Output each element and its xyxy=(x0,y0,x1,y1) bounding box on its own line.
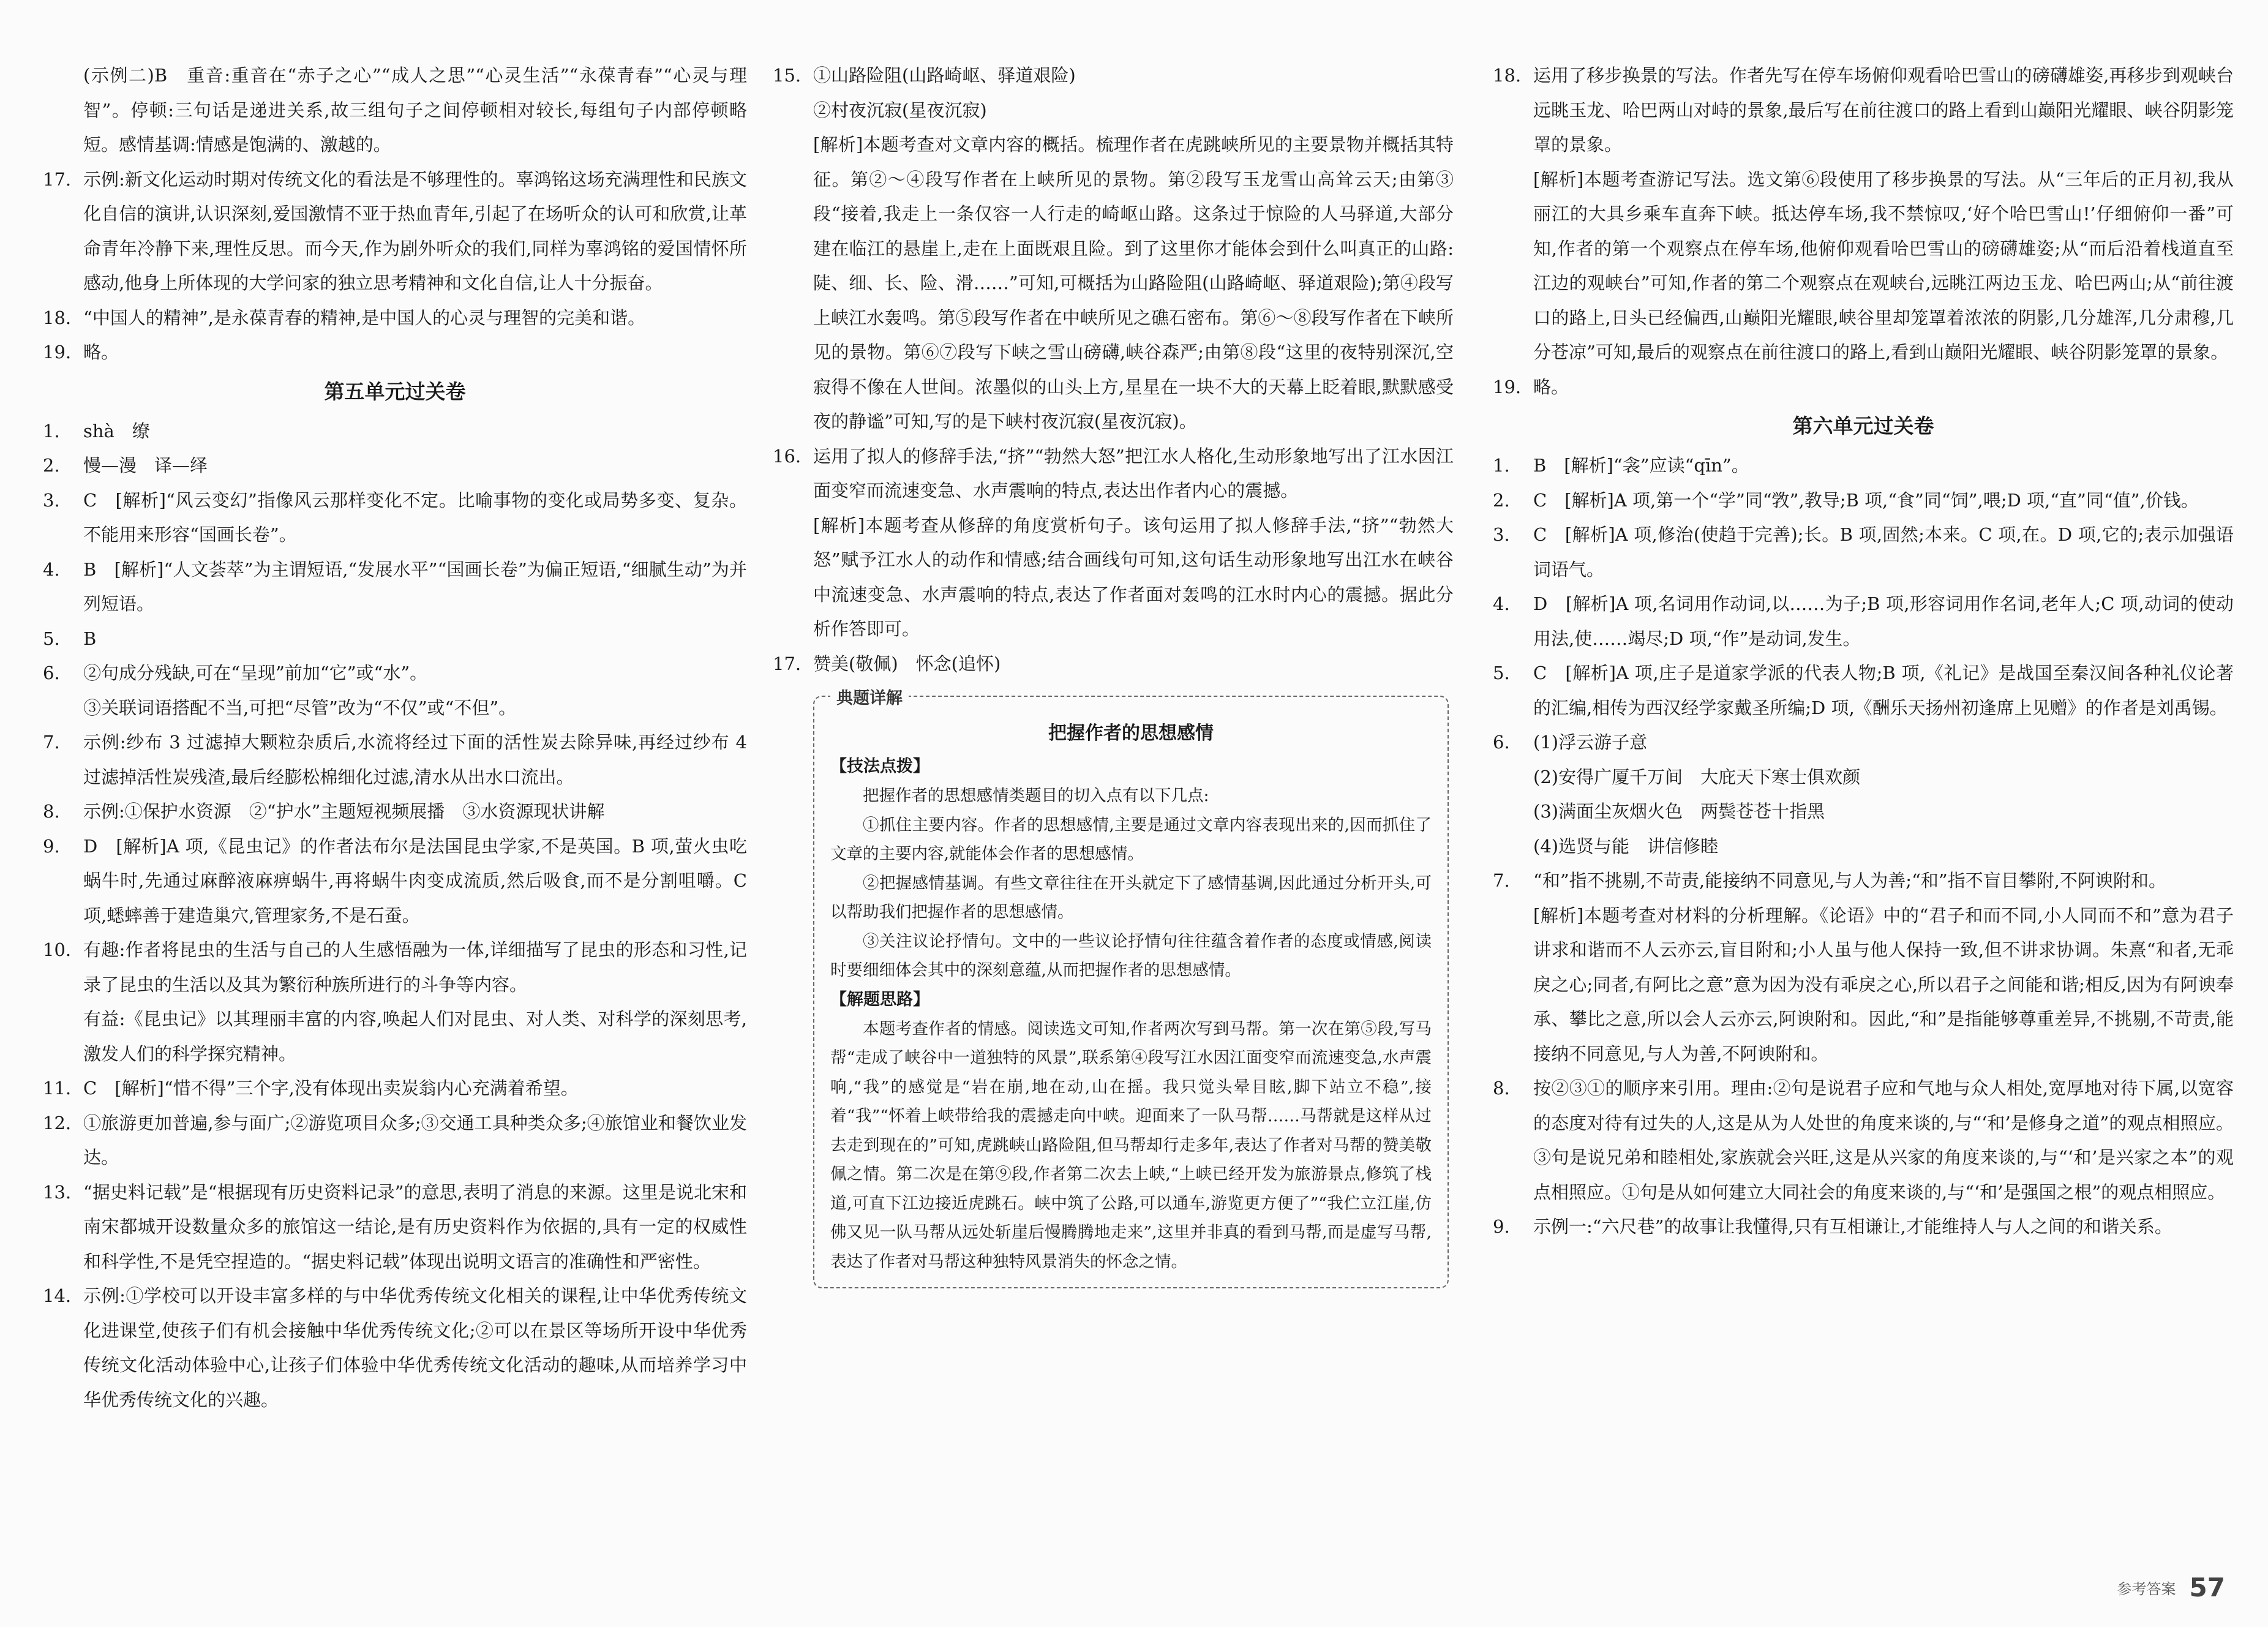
box-tag: 典题详解 xyxy=(830,685,909,708)
page-footer xyxy=(2117,1573,2225,1603)
unit5-answer-14: 14. 示例:①学校可以开设丰富多样的与中华优秀传统文化相关的课程,让中华优秀传统文化进课堂,使孩子们有机会接触中华优秀传统文化;②可以在景区等场所开设中华优秀传统文化活动体验中心,让孩子们体验中华优秀传统文化活动的趣味,从而培养学习中华优秀传统文化的兴趣。 xyxy=(43,1285,747,1410)
box-paragraph: 把握作者的思想感情类题目的切入点有以下几点: xyxy=(863,786,1209,805)
answer-17: 17. 示例:新文化运动时期对传统文化的看法是不够理性的。辜鸿铭这场充满理性和民族文化自信的演讲,认识深刻,爱国激情不亚于热血青年,引起了在场听众的认可和欣赏,让革命青年冷静下来,理性反思。而今天,作为剧外听众的我们,同样为辜鸿铭的爱国情怀所感动,他身上所体现的大学问家的独立思考精神和文化自信,让人十分振奋。 xyxy=(43,168,747,293)
box-paragraph: ②把握感情基调。有些文章往往在开头就定下了感情基调,因此通过分析开头,可以帮助我们把握作者的思想感情。 xyxy=(830,873,1432,922)
unit6-answer-9: 9. 示例一:“六尺巷”的故事让我懂得,只有互相谦让,才能维持人与人之间的和谐关系。 xyxy=(1493,1216,2172,1237)
unit6-answer-4: 4. D [解析]A 项,名词用作动词,以……为子;B 项,形容词用作名词,老年人;C 项,动词的使动用法,使……竭尽;D 项,“作”是动词,发生。 xyxy=(1493,593,2234,649)
unit6-answer-5: 5. C [解析]A 项,庄子是道家学派的代表人物;B 项,《礼记》是战国至秦汉间各种礼仪论著的汇编,相传为西汉经学家戴圣所编;D 项,《酬乐天扬州初逢席上见赠》的作者是刘禹锡。 xyxy=(1493,663,2234,718)
answer-18: 18. “中国人的精神”,是永葆青春的精神,是中国人的心灵与理智的完美和谐。 xyxy=(43,307,646,328)
column-left xyxy=(43,58,747,1417)
unit5-answer-17: 17. 赞美(敬佩) 怀念(追怀) xyxy=(773,653,1001,674)
unit5-answer-3: 3. C [解析]“风云变幻”指像风云那样变化不定。比喻事物的变化或局势多变、复杂。不能用来形容“国画长卷”。 xyxy=(43,489,747,545)
box-paragraph: ①抓住主要内容。作者的思想感情,主要是通过文章内容表现出来的,因而抓住了文章的主要内容,就能体会作者的思想感情。 xyxy=(830,815,1432,863)
unit5-answer-11: 11. C [解析]“惜不得”三个字,没有体现出卖炭翁内心充满着希望。 xyxy=(43,1078,579,1099)
unit6-answer-2: 2. C [解析]A 项,第一个“学”同“敩”,教导;B 项,“食”同“饲”,喂;D 项,“直”同“值”,价钱。 xyxy=(1493,489,2199,511)
box-title: 把握作者的思想感情 xyxy=(1048,723,1214,744)
unit5-answer-5: 5. B xyxy=(43,628,97,649)
explanation-box xyxy=(813,689,1449,1288)
unit5-answer-8: 8. 示例:①保护水资源 ②“护水”主题短视频展播 ③水资源现状讲解 xyxy=(43,801,605,822)
unit5-heading: 第五单元过关卷 xyxy=(324,379,466,404)
page-number: 57 xyxy=(2189,1573,2225,1603)
unit5-answer-12: 12. ①旅游更加普遍,参与面广;②游览项目众多;③交通工具种类众多;④旅馆业和餐饮业发达。 xyxy=(43,1112,747,1168)
box-paragraph: ③关注议论抒情句。文中的一些议论抒情句往往蕴含着作者的态度或情感,阅读时要细细体会其中的深刻意蕴,从而把握作者的思想感情。 xyxy=(830,931,1432,980)
footer-label: 参考答案 xyxy=(2117,1580,2176,1598)
box-section-technique: 【技法点拨】 xyxy=(830,757,929,776)
unit6-answer-3: 3. C [解析]A 项,修治(使趋于完善);长。B 项,固然;本来。C 项,在。D 项,它的;表示加强语词语气。 xyxy=(1493,524,2234,580)
unit5-answer-19: 19. 略。 xyxy=(1493,376,1569,397)
unit5-answer-15: 15. ①山路险阻(山路崎岖、驿道艰险) ②村夜沉寂(星夜沉寂) [解析]本题考查对文章内容的概括。梳理作者在虎跳峡所见的主要景物并概括其特征。第②～④段写作者在上峡所见的景物。第②段写玉龙雪山高耸云天;由第③段“接着,我走上一条仅容一人行走的崎岖山路。这条过于惊险的人马驿道,大部分建在临江的悬崖上,走在上面既艰且险。到了这里你才能体会到什么叫真正的山路:陡、细、长、险、滑……”可知,可概括为山路险阻(山路崎岖、驿道艰险);第④段写上峡江水轰鸣。第⑤段写作者在中峡所见之礁石密布。第⑥～⑧段写作者在下峡所见的景物。第⑥⑦段写下峡之雪山磅礴,峡谷森严;由第⑧段“这里的夜特别深沉,空寂得不像在人世间。浓墨似的山头上方,星星在一块不大的天幕上眨着眼,默默感受夜的静谧”可知,写的是下峡村夜沉寂(星夜沉寂)。 xyxy=(773,65,1454,432)
unit5-answer-18: 18. 运用了移步换景的写法。作者先写在停车场俯仰观看哈巴雪山的磅礴雄姿,再移步到观峡台远眺玉龙、哈巴两山对峙的景象,最后写在前往渡口的路上看到山巅阳光耀眼、峡谷阴影笼罩的景象。 [解析]本题考查游记写法。选文第⑥段使用了移步换景的写法。从“三年后的正月初,我从丽江的大具乡乘车直奔下峡。抵达停车场,我不禁惊叹,‘好个哈巴雪山!’仔细俯仰一番”可知,作者的第一个观察点在停车场,他俯仰观看哈巴雪山的磅礴雄姿;从“而后沿着栈道直至江边的观峡台”可知,作者的第二个观察点在观峡台,远眺江两边玉龙、哈巴两山;从“前往渡口的路上,日头已经偏西,山巅阳光耀眼,峡谷里却笼罩着浓浓的阴影,几分雄浑,几分肃穆,几分苍凉”可知,最后的观察点在前往渡口的路上,看到山巅阳光耀眼、峡谷阴影笼罩的景象。 xyxy=(1493,65,2234,363)
answer-19: 19. 略。 xyxy=(43,342,119,363)
column-right xyxy=(1493,58,2234,1244)
column-middle xyxy=(773,58,1454,1288)
box-section-approach: 【解题思路】 xyxy=(830,990,929,1009)
unit5-answer-2: 2. 慢—漫 译—绎 xyxy=(43,455,208,476)
unit5-answer-10: 10. 有趣:作者将昆虫的生活与自己的人生感悟融为一体,详细描写了昆虫的形态和习性,记录了昆虫的生活以及其为繁衍种族所进行的斗争等内容。 有益:《昆虫记》以其理丽丰富的内容,唤起人们对昆虫、对人类、对科学的深刻思考,激发人们的科学探究精神。 xyxy=(43,939,747,1064)
unit5-answer-4: 4. B [解析]“人文荟萃”为主谓短语,“发展水平”“国画长卷”为偏正短语,“细腻生动”为并列短语。 xyxy=(43,558,747,614)
unit6-answer-1: 1. B [解析]“衾”应读“qīn”。 xyxy=(1493,455,1749,476)
answer-16-continued: (示例二)B 重音:重音在“赤子之心”“成人之思”“心灵生活”“永葆青春”“心灵与理智”。停顿:三句话是递进关系,故三组句子之间停顿相对较长,每组句子内部停顿略短。感情基调:情感是饱满的、激越的。 xyxy=(83,65,747,155)
unit6-answer-7: 7. “和”指不挑剔,不苛责,能接纳不同意见,与人为善;“和”指不盲目攀附,不阿谀附和。 [解析]本题考查对材料的分析理解。《论语》中的“君子和而不同,小人同而不和”意为君子讲求和谐而不人云亦云,盲目附和;小人虽与他人保持一致,但不讲求协调。朱熹“和者,无乖戾之心;同者,有阿比之意”意为因为没有乖戾之心,所以君子之间能和谐;相反,因为有阿谀奉承、攀比之意,所以会人云亦云,阿谀附和。因此,“和”是指能够尊重差异,不挑剔,不苛责,能接纳不同意见,与人为善,不阿谀附和。 xyxy=(1493,870,2234,1064)
unit5-answer-1: 1. shà 缭 xyxy=(43,420,150,442)
unit6-answer-8: 8. 按②③①的顺序来引用。理由:②句是说君子应和气地与众人相处,宽厚地对待下属,以宽容的态度对待有过失的人,这是从为人处世的角度来谈的,与“‘和’是修身之道”的观点相照应。③句是说兄弟和睦相处,家族就会兴旺,这是从兴家的角度来谈的,与“‘和’是兴家之本”的观点相照应。①句是从如何建立大同社会的角度来谈的,与“‘和’是强国之根”的观点相照应。 xyxy=(1493,1078,2234,1203)
unit5-answer-6: 6. ②句成分残缺,可在“呈现”前加“它”或“水”。 ③关联词语搭配不当,可把“尽管”改为“不仅”或“不但”。 xyxy=(43,663,517,718)
unit5-answer-9: 9. D [解析]A 项,《昆虫记》的作者法布尔是法国昆虫学家,不是英国。B 项,萤火虫吃蜗牛时,先通过麻醉液麻痹蜗牛,再将蜗牛肉变成流质,然后吸食,而不是分割咀嚼。C 项,蟋蟀善于建造巢穴,管理家务,不是石蚕。 xyxy=(43,835,747,926)
box-paragraph: 本题考查作者的情感。阅读选文可知,作者两次写到马帮。第一次在第⑤段,写马帮“走成了峡谷中一道独特的风景”,联系第④段写江水因江面变窄而流速变急,水声震响,“我”的感觉是“岩在崩,地在动,山在摇。我只觉头晕目眩,脚下站立不稳”,接着“我”“怀着上峡带给我的震撼走向中峡。迎面来了一队马帮……马帮就是这样从过去走到现在的”可知,虎跳峡山路险阻,但马帮却行走多年,表达了作者对马帮的赞美敬佩之情。第二次是在第⑨段,作者第二次去上峡,“上峡已经开发为旅游景点,修筑了栈道,可直下江边接近虎跳石。峡中筑了公路,可以通车,游览更方便了”“我伫立江崖,仿佛又见一队马帮从远处斩崖后慢腾腾地走来”,这里并非真的看到马帮,而是虚写马帮,表达了作者对马帮这种独特风景消失的怀念之情。 xyxy=(830,1019,1432,1271)
unit5-answer-13: 13. “据史料记载”是“根据现有历史资料记录”的意思,表明了消息的来源。这里是说北宋和南宋都城开设数量众多的旅馆这一结论,是有历史资料作为依据的,具有一定的权威性和科学性,不是凭空捏造的。“据史料记载”体现出说明文语言的准确性和严密性。 xyxy=(43,1181,747,1272)
unit5-answer-7: 7. 示例:纱布 3 过滤掉大颗粒杂质后,水流将经过下面的活性炭去除异味,再经过纱布 4 过滤掉活性炭残渣,最后经膨松棉细化过滤,清水从出水口流出。 xyxy=(43,732,747,787)
unit5-answer-16: 16. 运用了拟人的修辞手法,“挤”“勃然大怒”把江水人格化,生动形象地写出了江水因江面变窄而流速变急、水声震响的特点,表达出作者内心的震撼。 [解析]本题考查从修辞的角度赏析句子。该句运用了拟人修辞手法,“挤”“勃然大怒”赋予江水人的动作和情感;结合画线句可知,这句话生动形象地写出江水在峡谷中流速变急、水声震响的特点,表达了作者面对轰鸣的江水时内心的震撼。据此分析作答即可。 xyxy=(773,445,1454,639)
unit6-answer-6: 6. (1)浮云游子意 (2)安得广厦千万间 大庇天下寒士俱欢颜 (3)满面尘灰烟火色 两鬓苍苍十指黑 (4)选贤与能 讲信修睦 xyxy=(1493,732,1861,857)
unit6-heading: 第六单元过关卷 xyxy=(1792,414,1934,438)
